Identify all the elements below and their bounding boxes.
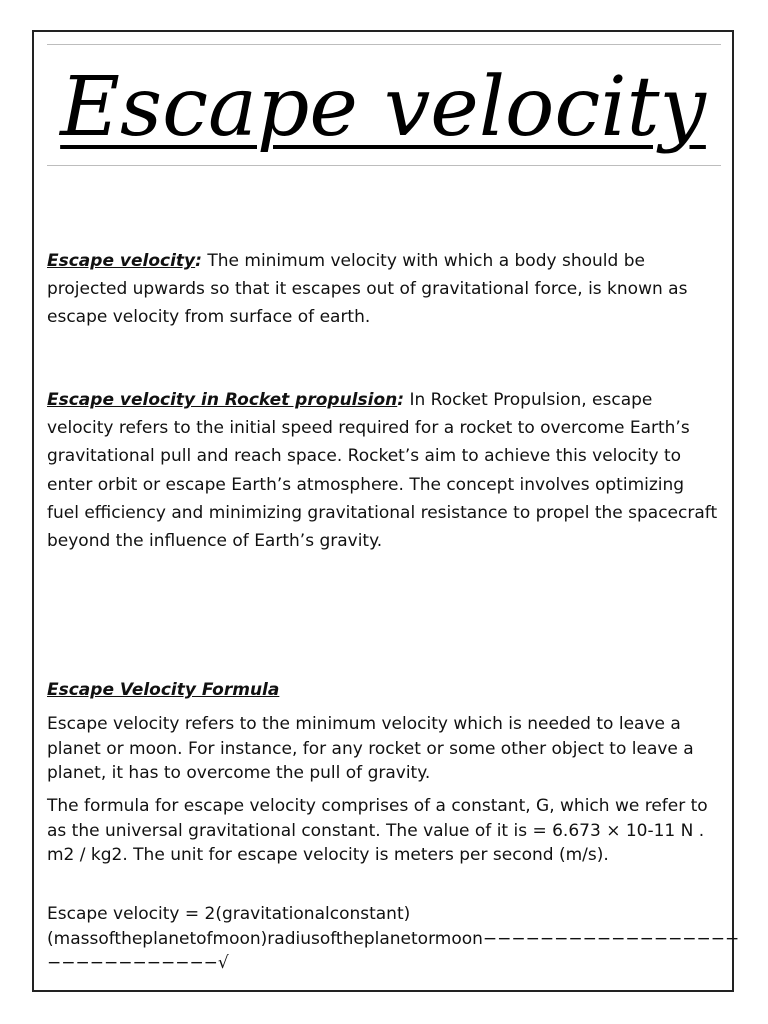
definition-term-colon: : bbox=[195, 251, 202, 271]
rocket-paragraph bbox=[47, 386, 720, 555]
document-page bbox=[32, 30, 740, 992]
formula-paragraph-1: Escape velocity refers to the minimum velocity which is needed to leave a planet or moon. For instance, for any rocket or some other object to leave a planet, it has to overcome the pull of gravity. bbox=[47, 714, 694, 783]
formula-heading: Escape Velocity Formula bbox=[47, 680, 280, 700]
bottom-divider bbox=[47, 165, 721, 166]
definition-term: Escape velocity bbox=[47, 251, 196, 271]
rocket-term-colon: : bbox=[397, 390, 405, 410]
formula-expression bbox=[47, 902, 740, 976]
page-title bbox=[34, 62, 732, 154]
formula-paragraph-2: The formula for escape velocity comprises of a constant, G, which we refer to as the universal gravitational constant. The value of it is = 6.673 × 10-11 N . m2 / kg2. The unit for escape velocity is meters per second (m/s). bbox=[47, 796, 708, 865]
rocket-text: In Rocket Propulsion, escape velocity refers to the initial speed required for a rocket to overcome Earth’s gravitational pull and reach space. Rocket’s aim to achieve this velocity to enter orbit or escape Earth’s atmosphere. The concept involves optimizing fuel efficiency and minimizing gravitational resistance to propel the spacecraft beyond the influence of Earth’s gravity. bbox=[47, 390, 718, 552]
top-divider bbox=[47, 44, 721, 45]
formula-line-3: −−−−−−−−−−−−√ bbox=[47, 953, 229, 973]
rocket-term: Escape velocity in Rocket propulsion bbox=[47, 390, 398, 410]
definition-paragraph bbox=[47, 247, 720, 331]
formula-line-1: Escape velocity = 2(gravitationalconstant) bbox=[47, 904, 411, 924]
page-title-text: Escape velocity bbox=[60, 60, 706, 155]
formula-line-2: (massoftheplanetofmoon)radiusoftheplanetormoon−−−−−−−−−−−−−−−−−− bbox=[47, 928, 740, 949]
definition-text: The minimum velocity with which a body should be projected upwards so that it escapes out of gravitational force, is known as escape velocity from surface of earth. bbox=[47, 251, 688, 327]
